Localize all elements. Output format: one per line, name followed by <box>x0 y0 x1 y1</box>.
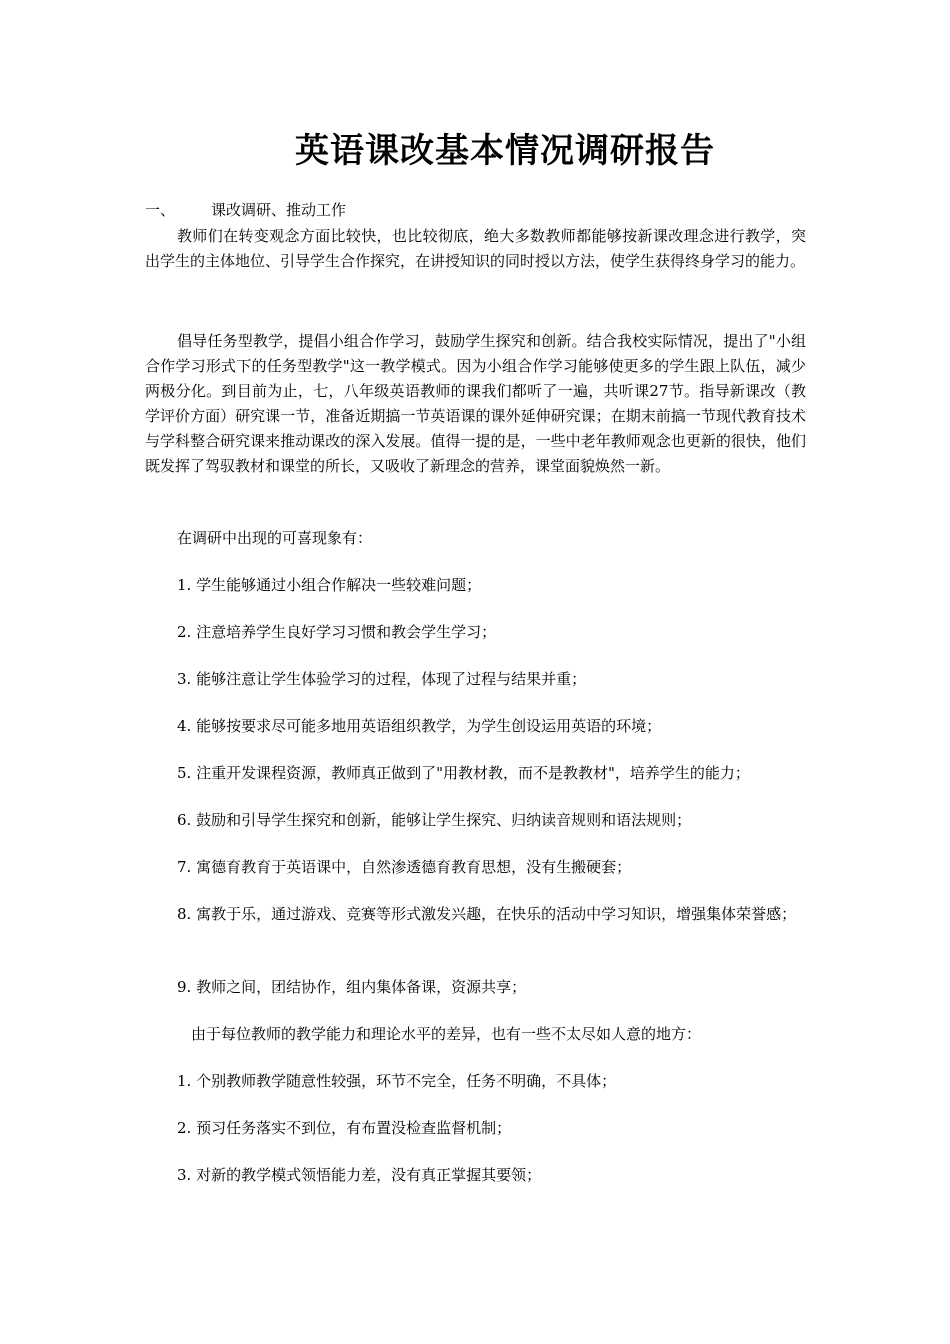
list-item: 3. 对新的教学模式领悟能力差，没有真正掌握其要领； <box>177 1166 542 1184</box>
section-number: 一、 <box>145 201 176 219</box>
list-item: 9. 教师之间，团结协作，组内集体备课，资源共享； <box>177 978 527 996</box>
section-label: 课改调研、推动工作 <box>211 201 347 219</box>
paragraph-2: 倡导任务型教学，提倡小组合作学习，鼓励学生探究和创新。结合我校实际情况，提出了"小组合作学习形式下的任务型教学"这一教学模式。因为小组合作学习能够使更多的学生跟上队伍，减少两极分化。到目前为止，七，八年级英语教师的课我们都听了一遍，共听课27节。指导新课改（教学评价方面）研究课一节，准备近期搞一节英语课的课外延伸研究课；在期末前搞一节现代教育技术与学科整合研究课来推动课改的深入发展。值得一提的是，一些中老年教师观念也更新的很快，他们既发挥了驾驭教材和课堂的所长，又吸收了新理念的营养，课堂面貌焕然一新。 <box>145 332 806 475</box>
list-item: 7. 寓德育教育于英语课中，自然渗透德育教育思想，没有生搬硬套； <box>177 858 632 876</box>
paragraph-3: 在调研中出现的可喜现象有： <box>177 529 373 547</box>
list-item: 1. 个别教师教学随意性较强，环节不完全，任务不明确，不具体； <box>177 1072 617 1090</box>
list-item: 1. 学生能够通过小组合作解决一些较难问题； <box>177 576 482 594</box>
shortcomings-intro: 由于每位教师的教学能力和理论水平的差异，也有一些不太尽如人意的地方： <box>191 1025 702 1043</box>
document-title: 英语课改基本情况调研报告 <box>295 131 715 171</box>
list-item: 2. 注意培养学生良好学习习惯和教会学生学习； <box>177 623 497 641</box>
list-item: 5. 注重开发课程资源，教师真正做到了"用教材教，而不是教教材"，培养学生的能力； <box>177 764 750 782</box>
list-item: 3. 能够注意让学生体验学习的过程，体现了过程与结果并重； <box>177 670 587 688</box>
section-heading <box>145 199 346 221</box>
paragraph-1: 教师们在转变观念方面比较快，也比较彻底，绝大多数教师都能够按新课改理念进行教学，突出学生的主体地位、引导学生合作探究，在讲授知识的同时授以方法，使学生获得终身学习的能力。 <box>145 227 806 270</box>
list-item: 8. 寓教于乐，通过游戏、竞赛等形式激发兴趣，在快乐的活动中学习知识，增强集体荣誉感； <box>177 905 797 923</box>
list-item: 2. 预习任务落实不到位，有布置没检查监督机制； <box>177 1119 512 1137</box>
list-item: 4. 能够按要求尽可能多地用英语组织教学，为学生创设运用英语的环境； <box>177 717 662 735</box>
list-item: 6. 鼓励和引导学生探究和创新，能够让学生探究、归纳读音规则和语法规则； <box>177 811 692 829</box>
